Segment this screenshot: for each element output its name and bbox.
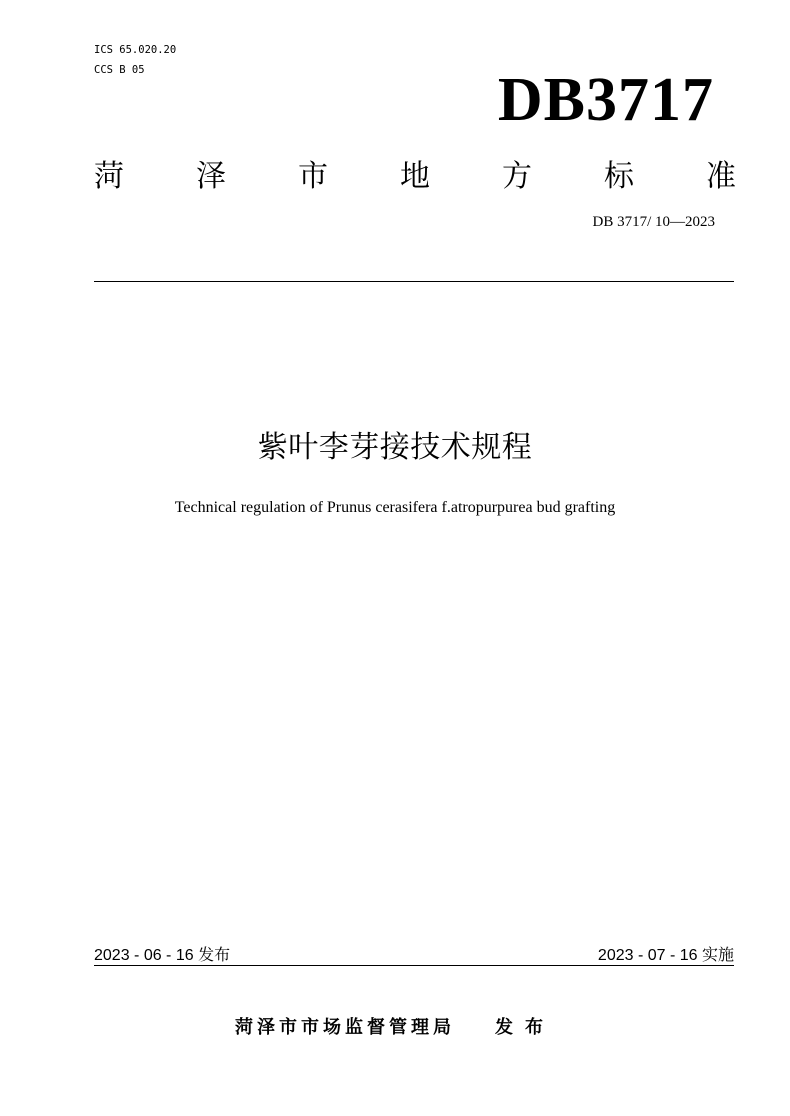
category-char: 泽 <box>196 159 226 194</box>
classification-codes <box>94 40 176 80</box>
category-char: 准 <box>706 159 736 194</box>
issuing-authority <box>0 1015 790 1041</box>
standard-category <box>94 150 736 196</box>
ccs-code: CCS B 05 <box>94 64 145 76</box>
category-char: 市 <box>298 159 328 194</box>
issuer-name: 菏泽市市场监督管理局 <box>235 1017 455 1038</box>
category-char: 菏 <box>94 159 124 194</box>
ics-code: ICS 65.020.20 <box>94 44 177 56</box>
category-char: 标 <box>604 159 634 194</box>
issuer-action: 发布 <box>495 1017 555 1038</box>
document-title-english: Technical regulation of Prunus cerasifera f.atropurpurea bud grafting <box>174 499 616 516</box>
footer-divider <box>94 965 734 966</box>
header-divider <box>94 281 734 282</box>
standard-number: DB 3717/ 10—2023 <box>592 214 715 230</box>
publish-date: 2023 - 06 - 16 发布 <box>94 947 231 964</box>
standard-code-heading: DB3717 <box>497 66 714 134</box>
effective-date: 2023 - 07 - 16 实施 <box>597 947 734 964</box>
category-char: 方 <box>502 159 532 194</box>
category-char: 地 <box>400 159 430 194</box>
document-title-chinese: 紫叶李芽接技术规程 <box>257 430 533 465</box>
